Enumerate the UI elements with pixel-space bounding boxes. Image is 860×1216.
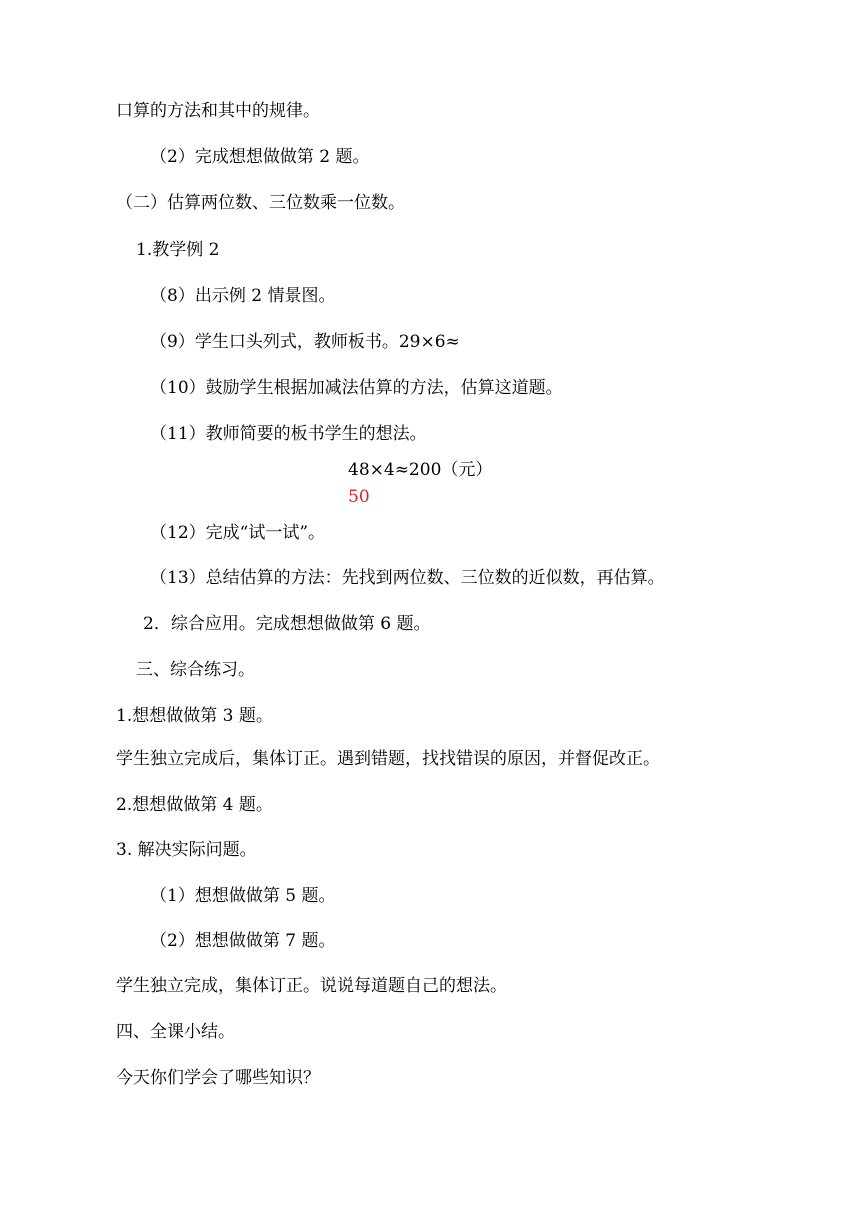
text-line: 学生独立完成，集体订正。说说每道题自己的想法。 (116, 976, 507, 996)
text-line: （9）学生口头列式，教师板书。29×6≈ (150, 332, 460, 352)
text-line: （12）完成“试一试”。 (150, 523, 326, 543)
text-line: （11）教师简要的板书学生的想法。 (150, 424, 427, 444)
text-line: 今天你们学会了哪些知识？ (116, 1068, 320, 1088)
text-line: （13）总结估算的方法：先找到两位数、三位数的近似数，再估算。 (150, 568, 665, 588)
text-line: 2．综合应用。完成想想做做第 6 题。 (143, 614, 431, 634)
text-line: 学生独立完成后，集体订正。遇到错题，找找错误的原因，并督促改正。 (116, 749, 660, 769)
text-line: 1.教学例 2 (136, 240, 220, 260)
section-heading: 三、综合练习。 (136, 660, 255, 680)
text-line: 口算的方法和其中的规律。 (116, 101, 320, 121)
text-line: （2）想想做做第 7 题。 (150, 931, 336, 951)
text-line: 1.想想做做第 3 题。 (116, 706, 273, 726)
text-line: （2）完成想想做做第 2 题。 (150, 147, 370, 167)
red-annotation: 50 (348, 487, 370, 507)
text-line: 2.想想做做第 4 题。 (116, 795, 273, 815)
section-heading: 四、全课小结。 (116, 1022, 235, 1042)
text-line: （1）想想做做第 5 题。 (150, 886, 336, 906)
formula-line: 48×4≈200（元） (348, 460, 493, 480)
section-heading: （二）估算两位数、三位数乘一位数。 (116, 193, 405, 213)
text-line: （8）出示例 2 情景图。 (150, 286, 336, 306)
text-line: （10）鼓励学生根据加减法估算的方法，估算这道题。 (150, 378, 563, 398)
text-line: 3. 解决实际问题。 (116, 840, 257, 860)
